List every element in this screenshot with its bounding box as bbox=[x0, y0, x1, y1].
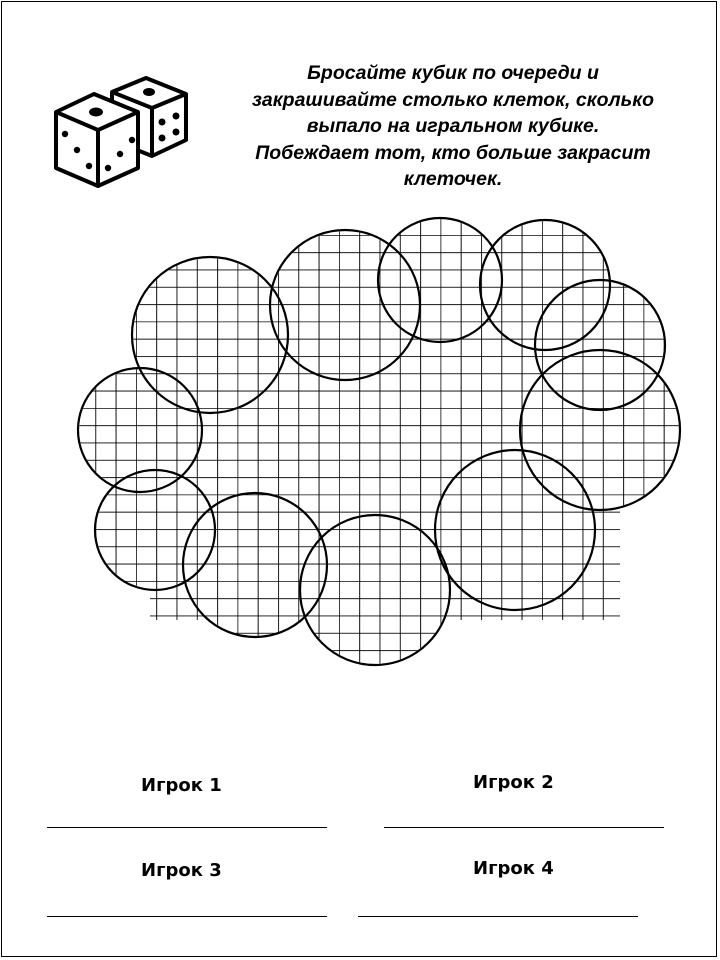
player-2-label: Игрок 2 bbox=[473, 772, 554, 793]
player-1-label: Игрок 1 bbox=[141, 775, 222, 796]
instructions-line-5: клеточек. bbox=[403, 168, 503, 190]
player-3-line[interactable] bbox=[47, 916, 327, 917]
instructions-line-4: Побеждает тот, кто больше закрасит bbox=[255, 141, 651, 164]
player-4-line[interactable] bbox=[358, 916, 638, 917]
player-3-label: Игрок 3 bbox=[141, 860, 222, 881]
player-1-line[interactable] bbox=[47, 827, 327, 828]
player-4-label: Игрок 4 bbox=[473, 858, 554, 879]
player-2-line[interactable] bbox=[384, 827, 664, 828]
instructions-line-1: Бросайте кубик по очереди и bbox=[307, 62, 599, 84]
instructions-line-2: закрашивайте столько клеток, сколько bbox=[251, 88, 654, 111]
instructions-line-3: выпало на игральном кубике. bbox=[306, 115, 600, 137]
